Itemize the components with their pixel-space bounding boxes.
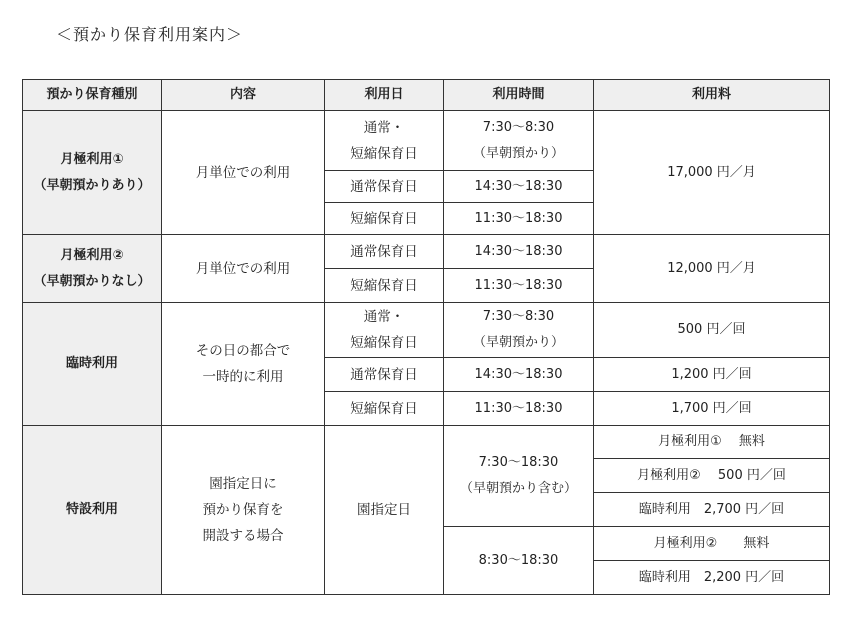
content-line: 園指定日に — [209, 476, 277, 492]
type-sublabel: （早朝預かりあり） — [33, 177, 151, 193]
fee-table — [22, 79, 830, 595]
fee-cell: 500 円／回 — [594, 303, 830, 358]
time-note: （早朝預かり） — [472, 145, 564, 161]
table-row — [23, 235, 830, 269]
day-cell — [325, 111, 444, 171]
page-title: ＜預かり保育利用案内＞ — [56, 25, 244, 44]
type-sublabel: （早朝預かりなし） — [33, 273, 151, 289]
type-cell-special: 特設利用 — [23, 426, 162, 595]
table-row — [23, 426, 830, 459]
time-cell: 11:30〜18:30 — [444, 269, 594, 303]
fee-cell: 臨時利用 2,200 円／回 — [594, 561, 830, 595]
day-cell: 短縮保育日 — [325, 203, 444, 235]
header-fee: 利用料 — [594, 80, 830, 111]
fee-cell-monthly1: 17,000 円／月 — [594, 111, 830, 235]
time-cell — [444, 303, 594, 358]
content-line: 一時的に利用 — [202, 369, 284, 385]
day-cell-special: 園指定日 — [325, 426, 444, 595]
day-cell: 短縮保育日 — [325, 392, 444, 426]
fee-cell: 1,200 円／回 — [594, 358, 830, 392]
header-time: 利用時間 — [444, 80, 594, 111]
fee-cell: 月極利用① 無料 — [594, 426, 830, 459]
content-line: 預かり保育を — [202, 502, 284, 518]
time-line: 7:30〜18:30 — [478, 455, 559, 470]
header-content: 内容 — [162, 80, 325, 111]
content-cell-monthly1: 月単位での利用 — [162, 111, 325, 235]
type-cell-temporary: 臨時利用 — [23, 303, 162, 426]
time-cell — [444, 426, 594, 527]
table-header-row — [23, 80, 830, 111]
content-cell-temporary — [162, 303, 325, 426]
content-cell-special — [162, 426, 325, 595]
fee-cell: 月極利用② 無料 — [594, 527, 830, 561]
day-cell: 通常保育日 — [325, 171, 444, 203]
fee-cell: 臨時利用 2,700 円／回 — [594, 493, 830, 527]
time-note: （早朝預かり） — [472, 335, 564, 350]
fee-cell: 1,700 円／回 — [594, 392, 830, 426]
time-cell: 14:30〜18:30 — [444, 235, 594, 269]
header-type: 預かり保育種別 — [23, 80, 162, 111]
time-line: 7:30〜8:30 — [482, 119, 555, 135]
day-cell: 通常保育日 — [325, 235, 444, 269]
time-cell: 11:30〜18:30 — [444, 392, 594, 426]
time-cell: 11:30〜18:30 — [444, 203, 594, 235]
day-line: 通常・ — [363, 309, 405, 325]
type-cell-monthly2 — [23, 235, 162, 303]
time-cell: 8:30〜18:30 — [444, 527, 594, 595]
table-row — [23, 303, 830, 358]
table-row — [23, 111, 830, 171]
type-label: 月極利用② — [60, 247, 124, 263]
time-cell — [444, 111, 594, 171]
type-label: 月極利用① — [60, 151, 124, 167]
time-cell: 14:30〜18:30 — [444, 358, 594, 392]
fee-cell-monthly2: 12,000 円／月 — [594, 235, 830, 303]
day-line: 短縮保育日 — [350, 335, 418, 351]
content-line: その日の都合で — [195, 343, 291, 359]
content-line: 開設する場合 — [202, 528, 284, 544]
day-line: 通常・ — [363, 119, 405, 136]
day-cell: 通常保育日 — [325, 358, 444, 392]
day-cell: 短縮保育日 — [325, 269, 444, 303]
type-cell-monthly1 — [23, 111, 162, 235]
fee-cell: 月極利用② 500 円／回 — [594, 459, 830, 493]
time-note: （早朝預かり含む） — [459, 481, 577, 496]
day-cell — [325, 303, 444, 358]
header-day: 利用日 — [325, 80, 444, 111]
time-line: 7:30〜8:30 — [482, 309, 555, 324]
time-cell: 14:30〜18:30 — [444, 171, 594, 203]
day-line: 短縮保育日 — [350, 145, 418, 162]
content-cell-monthly2: 月単位での利用 — [162, 235, 325, 303]
